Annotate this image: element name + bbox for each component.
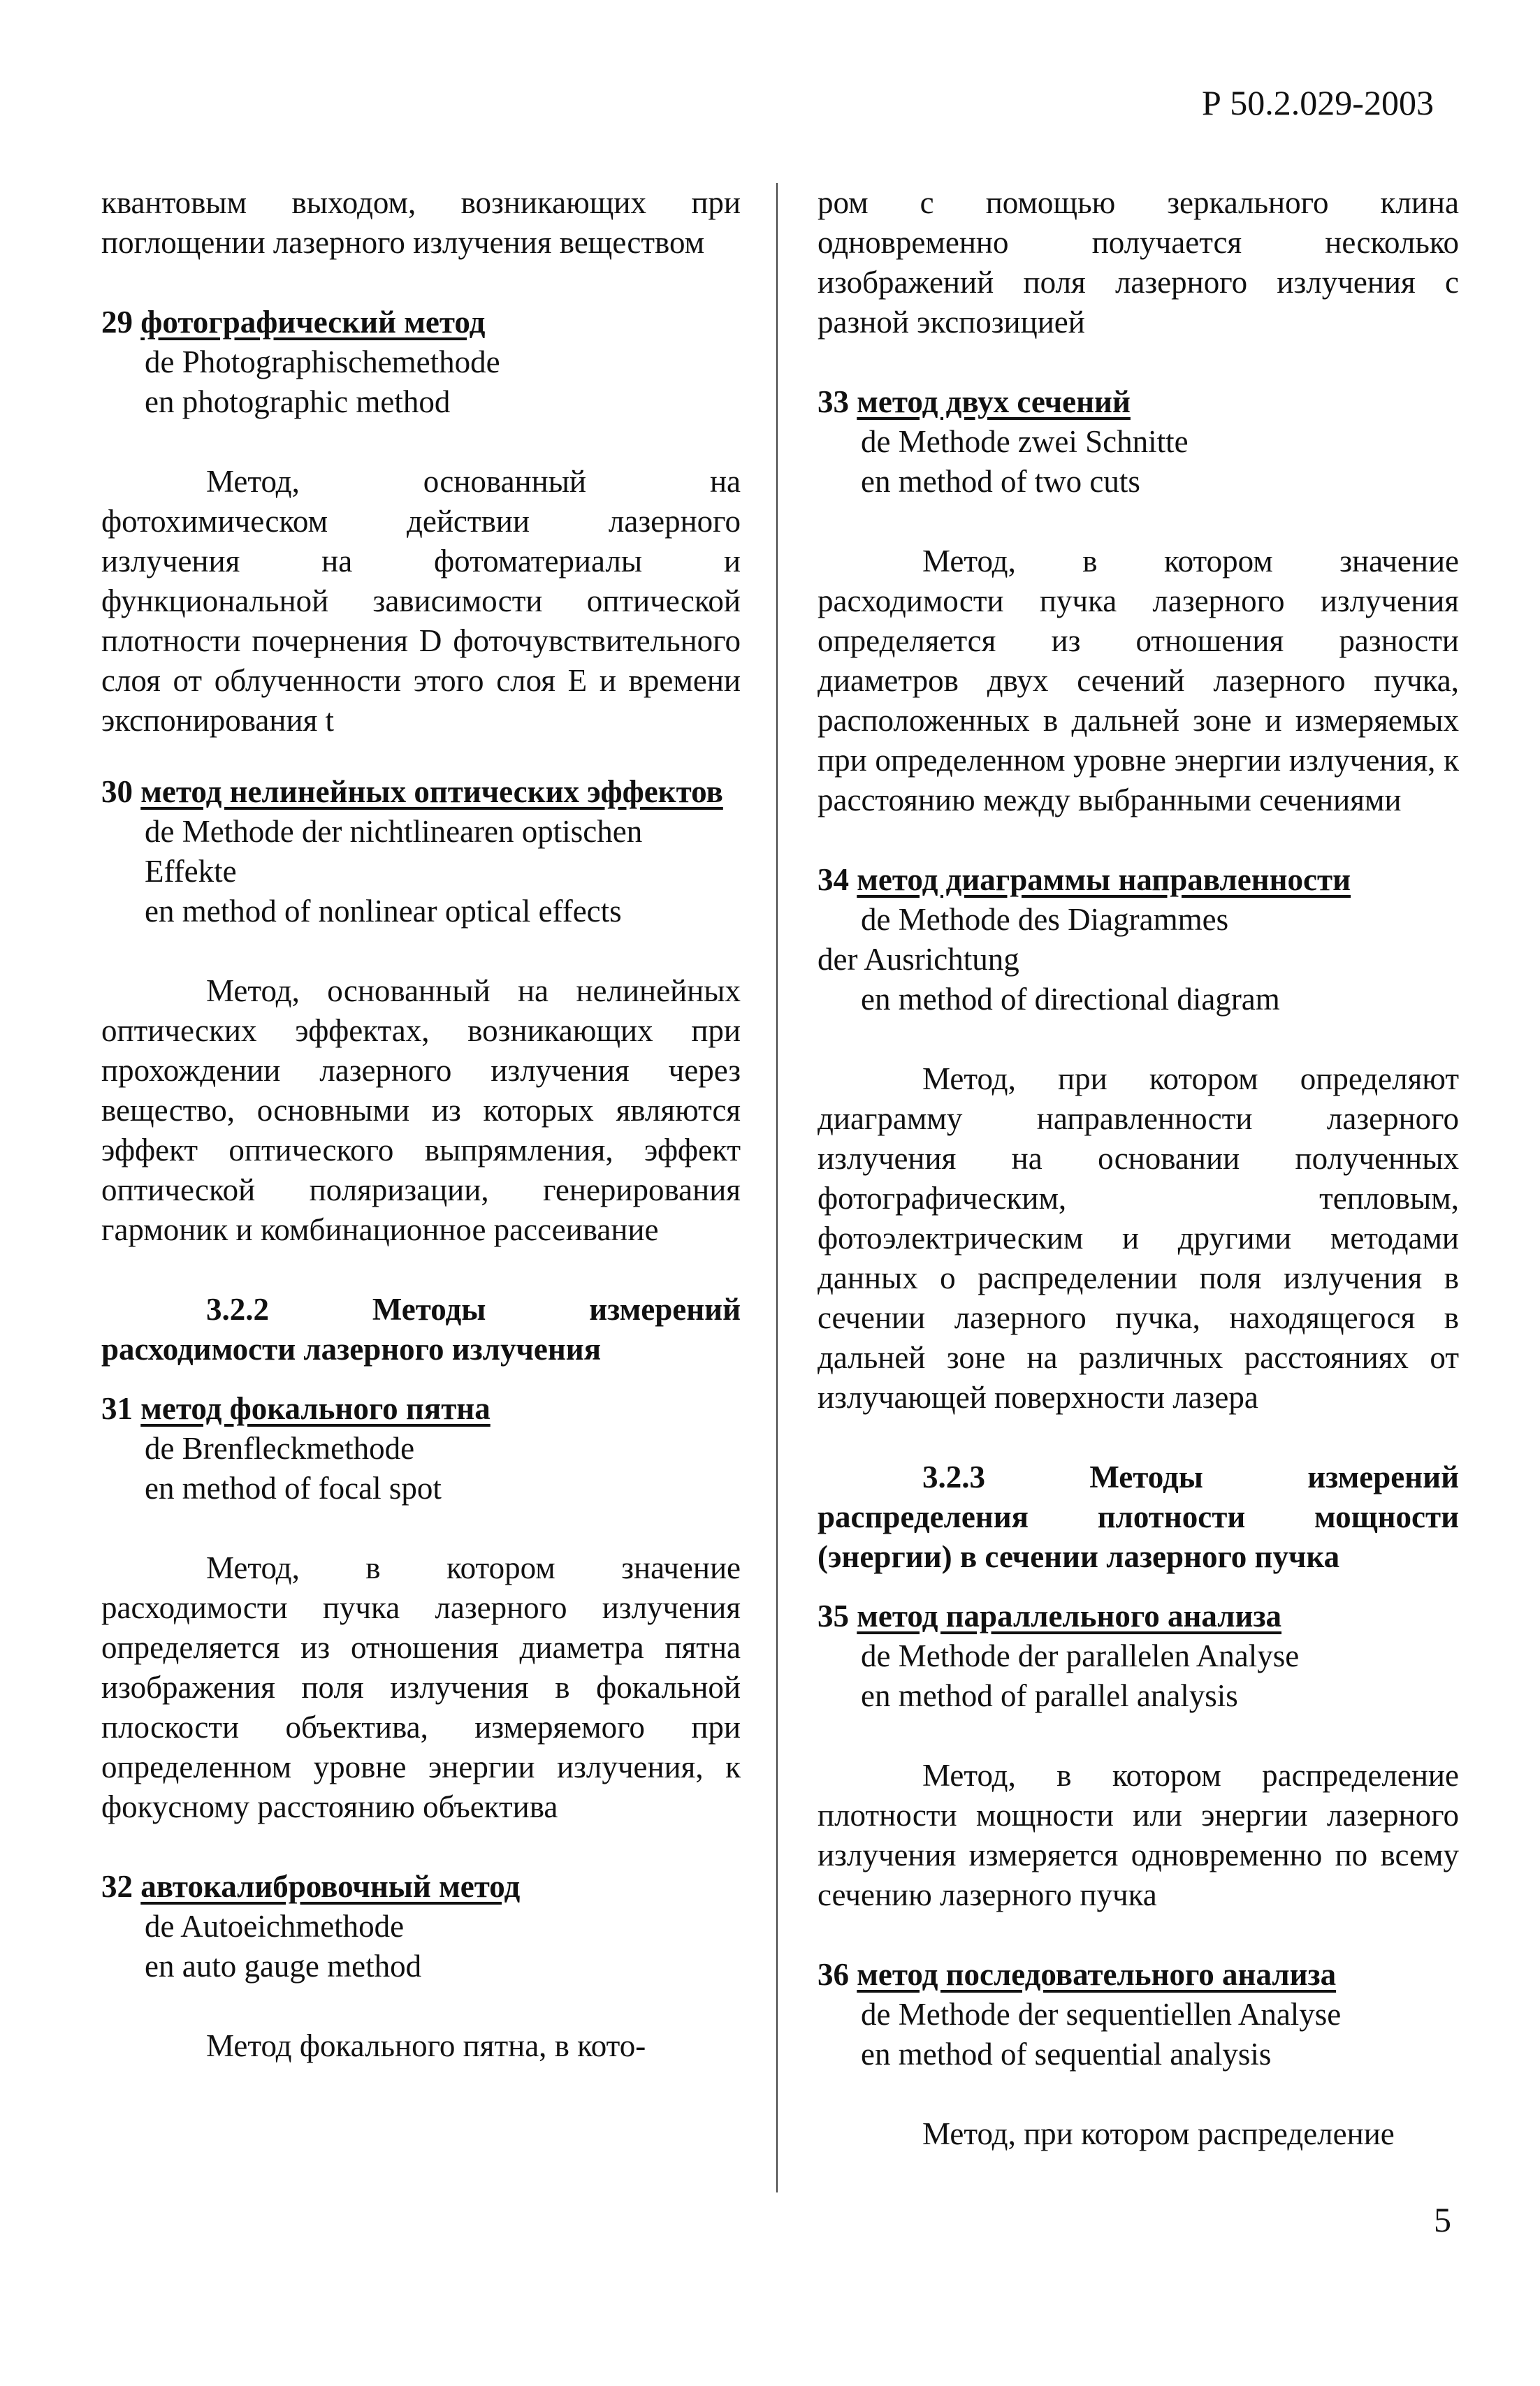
term-31 bbox=[101, 1389, 741, 1429]
term-title: метод последовательного анализа bbox=[857, 1957, 1337, 1992]
right-column bbox=[818, 183, 1459, 2154]
term-31-english: en method of focal spot bbox=[145, 1471, 442, 1506]
standard-number: Р 50.2.029-2003 bbox=[1202, 83, 1434, 122]
term-32-definition: Метод фокального пятна, в кото- bbox=[206, 2028, 646, 2063]
column-divider bbox=[776, 183, 778, 2192]
term-29-definition: Метод, основанный на фотохимическом действии лазерного излучения на фотоматериалы и функциональной зависимости оптической плотности почернения D фоточувствительного слоя от облученности этого слоя E и времени экспонирования t bbox=[101, 464, 741, 738]
section-heading-3-2-3: 3.2.3 Методы измерений распределения плотности мощности (энергии) в сечении лазерного пучка bbox=[818, 1460, 1459, 1574]
term-35-definition: Метод, в котором распределение плотности мощности или энергии лазерного излучения измеряется одновременно по всему сечению лазерного пучка bbox=[818, 1758, 1459, 1912]
term-number: 35 bbox=[818, 1599, 849, 1634]
term-36 bbox=[818, 1955, 1459, 1995]
term-29-german: de Photographischemethode bbox=[145, 344, 500, 379]
term-34-german: de Methode des Diagrammes bbox=[861, 902, 1229, 937]
term-31-definition: Метод, в котором значение расходимости пучка лазерного излучения определяется из отношения диаметра пятна изображения поля излучения в фокальной плоскости объектива, измеряемого при определенном уровне энергии излучения, к фокусному расстоянию объектива bbox=[101, 1550, 741, 1824]
term-number: 30 bbox=[101, 774, 133, 809]
term-30-german: de Methode der nichtlinearen optischen Effekte bbox=[145, 814, 643, 889]
term-36-definition: Метод, при котором распределение bbox=[922, 2116, 1395, 2151]
term-32 bbox=[101, 1867, 741, 1907]
term-31-german: de Brenfleckmethode bbox=[145, 1431, 415, 1466]
continued-paragraph: квантовым выходом, возникающих при поглощении лазерного излучения веществом bbox=[101, 185, 741, 260]
term-36-german: de Methode der sequentiellen Analyse bbox=[861, 1997, 1342, 2032]
term-title: метод диаграммы направленности bbox=[857, 862, 1351, 897]
term-title: метод нелинейных оптических эффектов bbox=[140, 774, 723, 809]
term-33-german: de Methode zwei Schnitte bbox=[861, 424, 1189, 459]
term-34-english: en method of directional diagram bbox=[861, 982, 1280, 1017]
term-title: фотографический метод bbox=[140, 305, 486, 340]
term-34-definition: Метод, при котором определяют диаграмму направленности лазерного излучения на основании полученных фотографическим, тепловым, фотоэлектрическим и другими методами данных о распределении поля излучения в сечении лазерного пучка, находящегося в дальней зоне на различных расстояниях от излучающей поверхности лазера bbox=[818, 1061, 1459, 1415]
term-number: 32 bbox=[101, 1869, 133, 1904]
term-title: автокалибровочный метод bbox=[140, 1869, 521, 1904]
term-number: 34 bbox=[818, 862, 849, 897]
term-29 bbox=[101, 303, 741, 342]
term-33 bbox=[818, 382, 1459, 422]
term-32-english: en auto gauge method bbox=[145, 1949, 422, 1984]
term-34 bbox=[818, 860, 1459, 900]
term-30-english: en method of nonlinear optical effects bbox=[145, 894, 622, 929]
term-36-english: en method of sequential analysis bbox=[861, 2037, 1272, 2072]
continued-paragraph: ром с помощью зеркального клина одновременно получается несколько изображений поля лазерного излучения с разной экспозицией bbox=[818, 185, 1459, 340]
term-30 bbox=[101, 772, 741, 812]
term-number: 33 bbox=[818, 384, 849, 419]
term-34-german-continued: der Ausrichtung bbox=[818, 942, 1019, 977]
term-number: 31 bbox=[101, 1391, 133, 1426]
term-35-english: en method of parallel analysis bbox=[861, 1678, 1238, 1713]
term-30-definition: Метод, основанный на нелинейных оптических эффектах, возникающих при прохождении лазерного излучения через вещество, основными из которых являются эффект оптического выпрямления, эффект оптической поляризации, генерирования гармоник и комбинационное рассеивание bbox=[101, 973, 741, 1247]
term-33-definition: Метод, в котором значение расходимости пучка лазерного излучения определяется из отношения разности диаметров двух сечений лазерного пучка, расположенных в дальней зоне и измеряемых при определенном уровне энергии излучения, к расстоянию между выбранными сечениями bbox=[818, 544, 1459, 817]
section-heading-3-2-2: 3.2.2 Методы измерений расходимости лазерного излучения bbox=[101, 1292, 741, 1367]
term-35-german: de Methode der parallelen Analyse bbox=[861, 1638, 1300, 1673]
term-number: 36 bbox=[818, 1957, 849, 1992]
page-number: 5 bbox=[1434, 2200, 1451, 2239]
term-32-german: de Autoeichmethode bbox=[145, 1909, 405, 1944]
term-title: метод параллельного анализа bbox=[857, 1599, 1282, 1634]
term-title: метод фокального пятна bbox=[140, 1391, 491, 1426]
term-number: 29 bbox=[101, 305, 133, 340]
term-33-english: en method of two cuts bbox=[861, 464, 1140, 499]
term-35 bbox=[818, 1596, 1459, 1636]
term-title: метод двух сечений bbox=[857, 384, 1131, 419]
left-column bbox=[101, 183, 741, 2066]
term-29-english: en photographic method bbox=[145, 384, 451, 419]
